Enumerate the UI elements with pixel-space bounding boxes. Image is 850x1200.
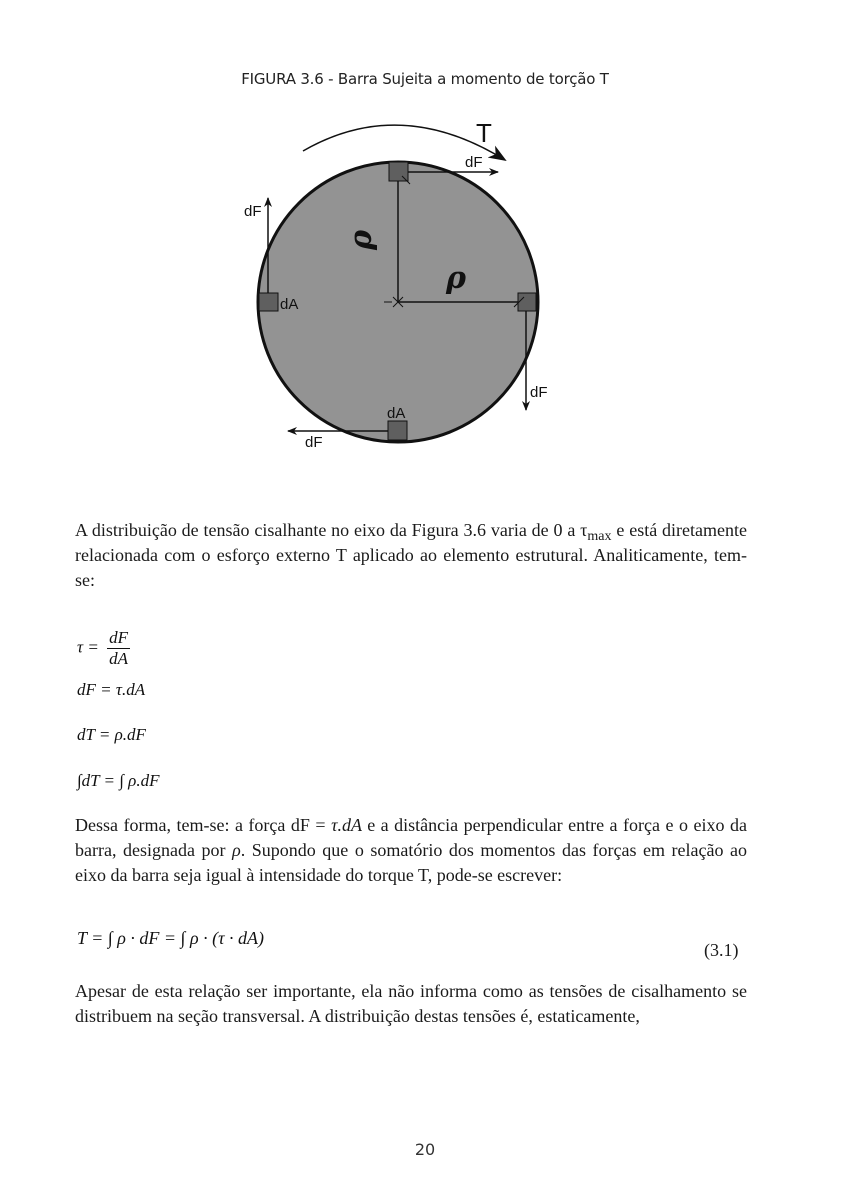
- radius-label-vertical: ρ: [344, 230, 379, 250]
- page-number: 20: [414, 1140, 436, 1159]
- area-element-left: [259, 293, 278, 311]
- equation-shear-stress: τ = $\frac{dF}{dA}$: [77, 628, 128, 668]
- area-element-top: [389, 162, 408, 181]
- equation-number: (3.1): [704, 940, 739, 960]
- force-label-top: dF: [465, 154, 483, 171]
- figure-caption: FIGURA 3.6 - Barra Sujeita a momento de torção T: [241, 70, 609, 88]
- radius-label-horizontal: ρ: [446, 261, 466, 296]
- area-element-right: [518, 293, 536, 311]
- paragraph-distribution: Apesar de esta relação ser importante, ela não informa como as tensões de cisalhamento se distribuem na seção transversal. A distribuição destas tensões é, estaticamente,: [75, 981, 747, 1026]
- equation-force: dF = τ.dA: [77, 680, 146, 699]
- force-label-bottom: dF: [305, 434, 323, 451]
- torsion-figure: [230, 110, 570, 460]
- paragraph-force-distance: Dessa forma, tem-se: a força dF = τ.dA e a distância perpendicular entre a força e o eixo da barra, designada por ρ. Supondo que o somatório dos momentos das forças em relação ao eixo da barra seja igual à intensidade do torque T, pode-se escrever:: [75, 815, 748, 885]
- area-element-bottom: [388, 421, 407, 440]
- paragraph-intro: A distribuição de tensão cisalhante no eixo da Figura 3.6 varia de 0 a $\tau_{max}$ e está diretamente relacionada com o esforço externo T aplicado ao elemento estrutural. Analiticamente, tem-se:: [75, 520, 747, 590]
- equation-integral: ∫dT = ∫ ρ.dF: [77, 771, 160, 790]
- torque-label: T: [476, 118, 492, 148]
- force-label-right: dF: [530, 384, 548, 401]
- force-label-left: dF: [244, 203, 262, 220]
- equation-torque-element: dT = ρ.dF: [77, 725, 146, 744]
- equation-3-1: T = ∫ ρ · dF = ∫ ρ · (τ · dA): [77, 928, 265, 948]
- area-label-bottom: dA: [387, 405, 406, 422]
- area-label-left: dA: [280, 296, 299, 313]
